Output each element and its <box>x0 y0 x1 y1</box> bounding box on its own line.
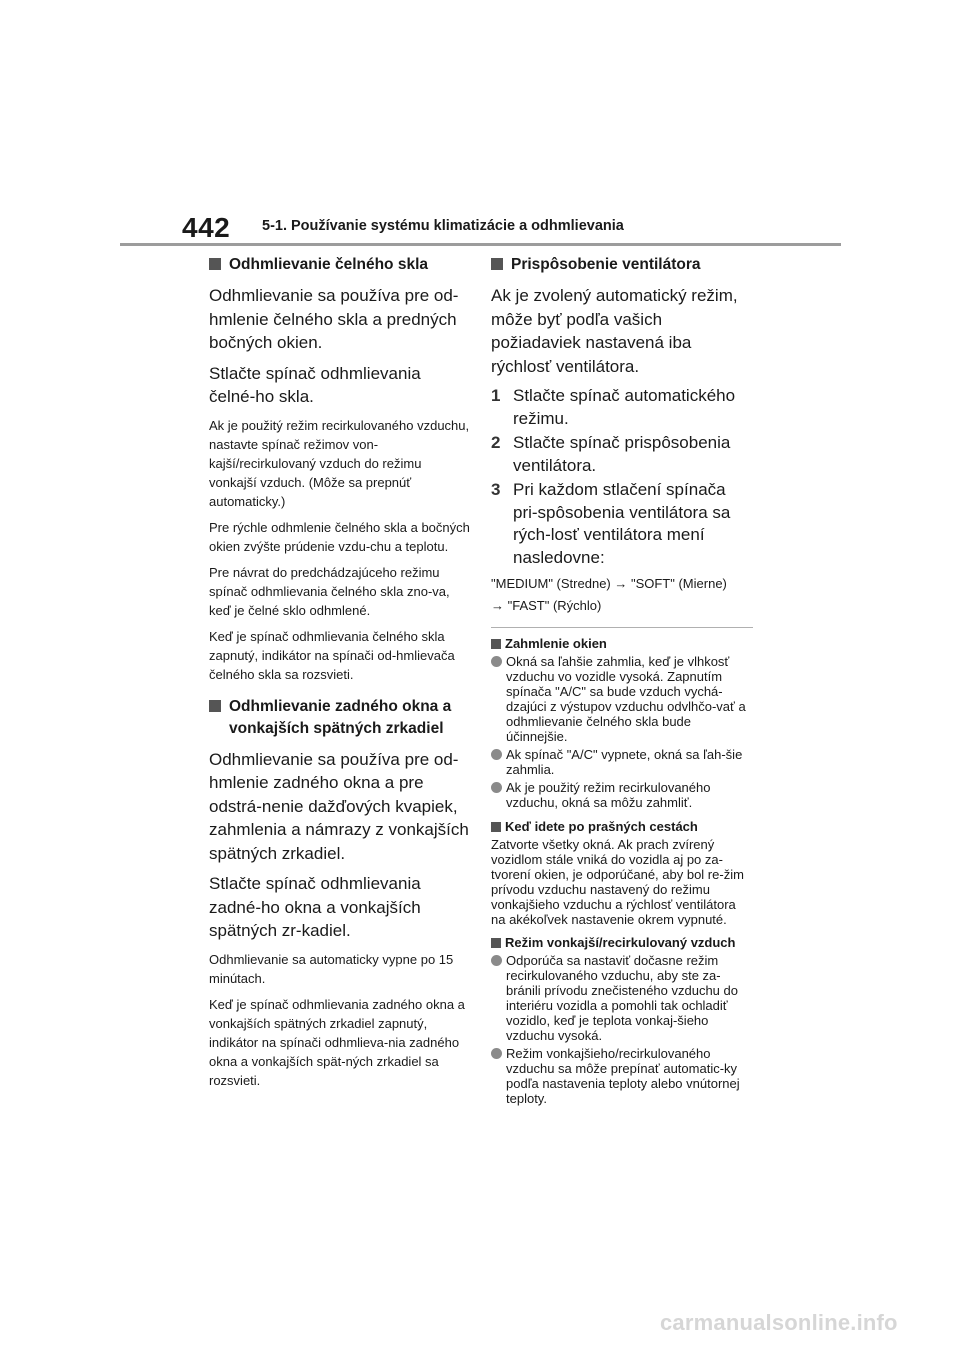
heading-text: Prispôsobenie ventilátora <box>511 256 701 273</box>
step-text: Stlačte spínač automatického režimu. <box>513 386 736 428</box>
step-text: Stlačte spínač prispôsobenia ventilátora. <box>513 433 731 475</box>
step-item <box>491 385 753 430</box>
section-divider <box>491 627 753 628</box>
info-heading-text: Zahmlenie okien <box>505 636 607 651</box>
page-number: 442 <box>182 212 231 243</box>
circle-bullet-icon <box>491 1048 502 1059</box>
info-heading <box>491 935 753 951</box>
fan-sequence-line: → "FAST" (Rýchlo) <box>491 598 602 613</box>
note: Ak je použitý režim recirkulovaného vzduchu, nastavte spínač režimov von-kajší/recirkulovaný vzduch do režimu vonkajší vzduch. (Môže sa prepnúť automaticky.) <box>209 417 470 509</box>
circle-bullet-icon <box>491 955 502 966</box>
square-bullet-icon <box>491 938 501 948</box>
info-section-window-fog <box>491 636 753 810</box>
bullet-item <box>491 953 753 1043</box>
heading-text: Odhmlievanie čelného skla <box>229 256 428 273</box>
bullet-text: Okná sa ľahšie zahmlia, keď je vlhkosť vzduchu vo vozidle vysoká. Zapnutím spínača "A/C" sa bude vzduch vychá-dzajúci z výstupov vzduchu odvlhčo-vať a odhmlievanie čelného skla bude účinnejšie. <box>506 654 746 744</box>
paragraph: Stlačte spínač odhmlievania zadné-ho okna a vonkajších spätných zr-kadiel. <box>209 874 421 940</box>
paragraph: Stlačte spínač odhmlievania čelné-ho skla. <box>209 363 421 406</box>
step-number: 1 <box>491 386 501 405</box>
fan-sequence-line: "MEDIUM" (Stredne) → "SOFT" (Mierne) <box>491 576 727 591</box>
square-bullet-icon <box>209 258 221 270</box>
bullet-item <box>491 1046 753 1106</box>
step-number: 2 <box>491 433 501 452</box>
square-bullet-icon <box>491 822 501 832</box>
left-column <box>209 254 471 1097</box>
paragraph: Ak je zvolený automatický režim, môže byť podľa vašich požiadaviek nastavená iba rýchlosť ventilátora. <box>491 286 738 376</box>
step-item <box>491 479 753 569</box>
right-column <box>491 254 753 1109</box>
heading-rear-defog <box>209 696 471 740</box>
heading-text: Odhmlievanie zadného okna a vonkajších spätných zrkadiel <box>229 697 452 737</box>
info-heading <box>491 636 753 652</box>
square-bullet-icon <box>209 700 221 712</box>
header-rule <box>120 243 841 246</box>
heading-windshield-defog <box>209 254 471 276</box>
bullet-text: Ak spínač "A/C" vypnete, okná sa ľah-šie zahmlia. <box>506 747 743 777</box>
heading-fan-adjust <box>491 254 753 276</box>
circle-bullet-icon <box>491 656 502 667</box>
watermark-text: carmanualsonline.info <box>660 1310 898 1335</box>
note: Keď je spínač odhmlievania zadného okna a vonkajších spätných zrkadiel zapnutý, indikátor na spínači odhmlieva-nia zadného okna a vonkajších spät-ných zrkadiel sa rozsvieti. <box>209 996 465 1088</box>
note: Pre návrat do predchádzajúceho režimu spínač odhmlievania čelného skla zno-va, keď je čelné sklo odhmlené. <box>209 564 450 618</box>
bullet-text: Odporúča sa nastaviť dočasne režim recirkulovaného vzduchu, aby ste za-bránili prívodu znečisteného vzduchu do interiéru vozidla a pomohli tak ochladiť vozidlo, keď je teplota vonkaj-šieho vzduchu vysoká. <box>506 953 738 1043</box>
step-item <box>491 432 753 477</box>
bullet-item <box>491 654 753 744</box>
info-heading-text: Režim vonkajší/recirkulovaný vzduch <box>505 935 736 950</box>
info-paragraph: Zatvorte všetky okná. Ak prach zvírený vozidlom stále vniká do vozidla aj po za-tvorení okien, je odporúčané, aby bol re-žim prívodu vzduchu nastavený do režimu vonkajšieho vzduchu a rýchlosť ventilátora na akékoľvek nastavenie okrem vypnuté. <box>491 837 744 927</box>
paragraph: Odhmlievanie sa používa pre od-hmlenie zadného okna a pre odstrá-nenie dažďových kvapiek, zahmlenia a námrazy z vonkajších spätných zrkadiel. <box>209 749 469 863</box>
section-title: 5-1. Používanie systému klimatizácie a odhmlievania <box>262 218 624 234</box>
info-heading-text: Keď idete po prašných cestách <box>505 819 698 834</box>
note: Odhmlievanie sa automaticky vypne po 15 minútach. <box>209 951 454 986</box>
circle-bullet-icon <box>491 782 502 793</box>
note: Pre rýchle odhmlenie čelného skla a bočných okien zvýšte prúdenie vzdu-chu a teplotu. <box>209 519 470 554</box>
note: Keď je spínač odhmlievania čelného skla zapnutý, indikátor na spínači od-hmlievača čelného skla sa rozsvieti. <box>209 628 455 682</box>
step-number: 3 <box>491 480 501 499</box>
step-text: Pri každom stlačení spínača pri-spôsobenia ventilátora sa rých-losť ventilátora mení nasledovne: <box>513 480 731 567</box>
bullet-item <box>491 780 753 810</box>
info-section-dusty-roads <box>491 819 753 927</box>
square-bullet-icon <box>491 258 503 270</box>
bullet-text: Ak je použitý režim recirkulovaného vzduchu, okná sa môžu zahmliť. <box>506 780 711 810</box>
info-section-air-mode <box>491 935 753 1106</box>
circle-bullet-icon <box>491 749 502 760</box>
page-header <box>0 0 960 250</box>
square-bullet-icon <box>491 639 501 649</box>
info-heading <box>491 819 753 835</box>
paragraph: Odhmlievanie sa používa pre od-hmlenie čelného skla a predných bočných okien. <box>209 286 459 352</box>
bullet-text: Režim vonkajšieho/recirkulovaného vzduchu sa môže prepínať automatic-ky podľa nastavenia teploty alebo vnútornej teploty. <box>506 1046 740 1106</box>
bullet-item <box>491 747 753 777</box>
